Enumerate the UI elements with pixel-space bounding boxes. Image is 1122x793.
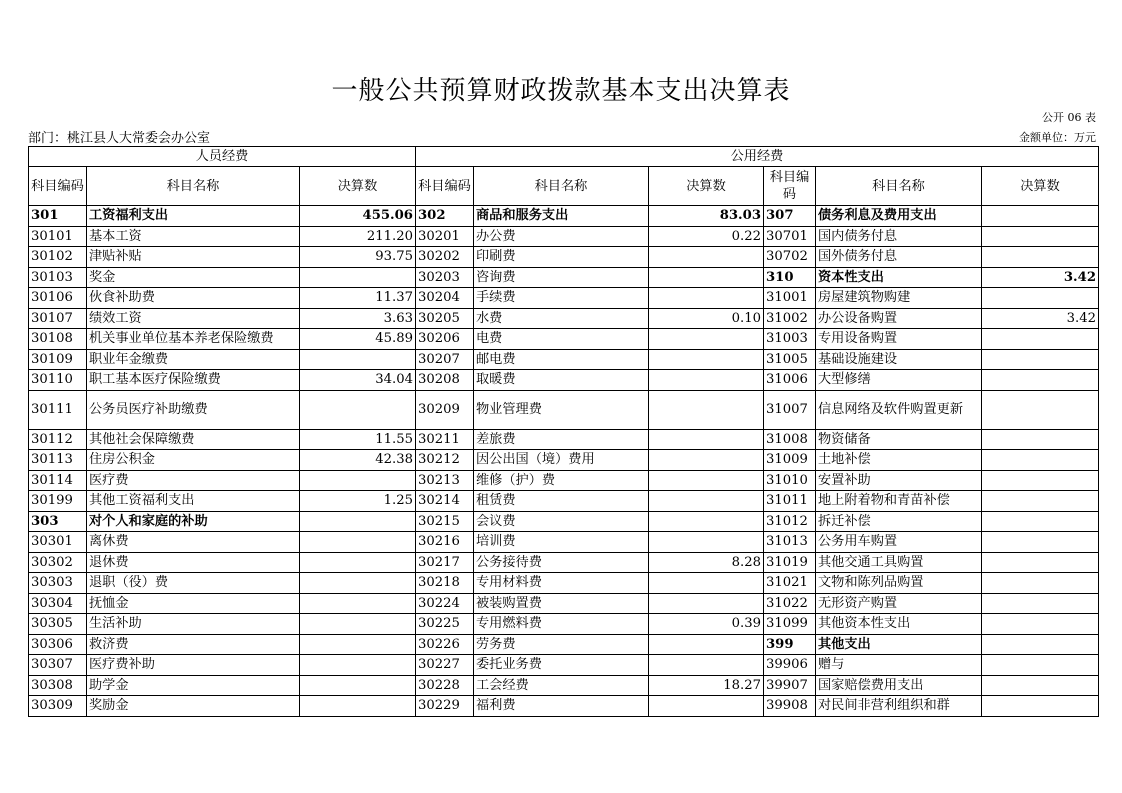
cell-code: 30107 <box>29 308 87 329</box>
table-row <box>29 329 1099 350</box>
cell-name: 手续费 <box>474 288 649 309</box>
cell-amount <box>300 573 416 594</box>
cell-amount <box>300 552 416 573</box>
cell-code: 30209 <box>416 390 474 429</box>
cell-amount <box>982 593 1099 614</box>
table-row <box>29 470 1099 491</box>
cell-code: 399 <box>764 634 816 655</box>
cell-name: 物业管理费 <box>474 390 649 429</box>
cell-code: 30218 <box>416 573 474 594</box>
cell-code: 30106 <box>29 288 87 309</box>
cell-name: 培训费 <box>474 532 649 553</box>
cell-amount: 83.03 <box>649 206 764 227</box>
cell-amount <box>982 247 1099 268</box>
cell-code: 30109 <box>29 349 87 370</box>
cell-amount: 42.38 <box>300 450 416 471</box>
cell-name: 国外债务付息 <box>816 247 982 268</box>
cell-code: 30207 <box>416 349 474 370</box>
table-row <box>29 308 1099 329</box>
cell-name: 绩效工资 <box>87 308 300 329</box>
cell-name: 水费 <box>474 308 649 329</box>
table-body <box>29 206 1099 717</box>
cell-amount <box>982 288 1099 309</box>
cell-amount <box>649 511 764 532</box>
table-row <box>29 247 1099 268</box>
cell-code: 30309 <box>29 696 87 717</box>
cell-amount <box>649 450 764 471</box>
cell-name: 福利费 <box>474 696 649 717</box>
col-header-amount: 决算数 <box>300 167 416 206</box>
cell-amount <box>982 349 1099 370</box>
table-row <box>29 349 1099 370</box>
cell-name: 其他工资福利支出 <box>87 491 300 512</box>
amount-unit-label: 金额单位：万元 <box>1019 131 1096 144</box>
cell-amount <box>982 634 1099 655</box>
table-row <box>29 532 1099 553</box>
table-row <box>29 593 1099 614</box>
cell-name: 租赁费 <box>474 491 649 512</box>
cell-amount <box>649 329 764 350</box>
table-row <box>29 491 1099 512</box>
col-header-code: 科目编码 <box>416 167 474 206</box>
table-row <box>29 429 1099 450</box>
cell-name: 办公费 <box>474 226 649 247</box>
cell-name: 退职（役）费 <box>87 573 300 594</box>
table-row <box>29 634 1099 655</box>
cell-amount <box>982 206 1099 227</box>
column-header-row <box>29 167 1099 206</box>
cell-amount: 93.75 <box>300 247 416 268</box>
cell-amount <box>649 655 764 676</box>
cell-code: 301 <box>29 206 87 227</box>
cell-code: 30213 <box>416 470 474 491</box>
cell-code: 31012 <box>764 511 816 532</box>
cell-name: 安置补助 <box>816 470 982 491</box>
cell-name: 商品和服务支出 <box>474 206 649 227</box>
cell-amount: 3.63 <box>300 308 416 329</box>
cell-code: 30701 <box>764 226 816 247</box>
cell-amount: 11.55 <box>300 429 416 450</box>
cell-amount <box>649 470 764 491</box>
cell-code: 30307 <box>29 655 87 676</box>
cell-amount <box>982 614 1099 635</box>
cell-amount <box>300 349 416 370</box>
cell-code: 30201 <box>416 226 474 247</box>
cell-name: 咨询费 <box>474 267 649 288</box>
cell-amount: 34.04 <box>300 370 416 391</box>
table-row <box>29 696 1099 717</box>
cell-amount <box>649 429 764 450</box>
cell-amount: 45.89 <box>300 329 416 350</box>
cell-name: 职工基本医疗保险缴费 <box>87 370 300 391</box>
cell-name: 邮电费 <box>474 349 649 370</box>
cell-name: 拆迁补偿 <box>816 511 982 532</box>
table-row <box>29 206 1099 227</box>
cell-amount: 0.10 <box>649 308 764 329</box>
table-row <box>29 288 1099 309</box>
cell-amount <box>300 470 416 491</box>
cell-code: 30111 <box>29 390 87 429</box>
cell-name: 医疗费 <box>87 470 300 491</box>
cell-name: 工会经费 <box>474 675 649 696</box>
cell-amount <box>300 511 416 532</box>
cell-name: 救济费 <box>87 634 300 655</box>
cell-code: 30224 <box>416 593 474 614</box>
cell-amount <box>982 470 1099 491</box>
cell-name: 其他交通工具购置 <box>816 552 982 573</box>
cell-code: 30110 <box>29 370 87 391</box>
cell-name: 退休费 <box>87 552 300 573</box>
cell-name: 专用燃料费 <box>474 614 649 635</box>
col-header-amount: 决算数 <box>649 167 764 206</box>
col-header-name: 科目名称 <box>87 167 300 206</box>
cell-amount <box>300 593 416 614</box>
cell-code: 30702 <box>764 247 816 268</box>
cell-code: 30114 <box>29 470 87 491</box>
cell-name: 公务员医疗补助缴费 <box>87 390 300 429</box>
cell-amount <box>649 247 764 268</box>
cell-name: 资本性支出 <box>816 267 982 288</box>
cell-amount <box>649 532 764 553</box>
cell-amount <box>649 349 764 370</box>
cell-code: 30102 <box>29 247 87 268</box>
cell-name: 伙食补助费 <box>87 288 300 309</box>
cell-code: 31008 <box>764 429 816 450</box>
cell-amount: 3.42 <box>982 308 1099 329</box>
cell-amount: 18.27 <box>649 675 764 696</box>
cell-code: 30228 <box>416 675 474 696</box>
cell-name: 物资储备 <box>816 429 982 450</box>
group-header-personnel: 人员经费 <box>29 147 416 167</box>
cell-name: 离休费 <box>87 532 300 553</box>
cell-name: 国家赔偿费用支出 <box>816 675 982 696</box>
cell-amount <box>982 329 1099 350</box>
col-header-code: 科目编码 <box>29 167 87 206</box>
cell-code: 307 <box>764 206 816 227</box>
cell-amount <box>982 655 1099 676</box>
cell-name: 机关事业单位基本养老保险缴费 <box>87 329 300 350</box>
cell-name: 对个人和家庭的补助 <box>87 511 300 532</box>
cell-amount <box>300 532 416 553</box>
cell-code: 30203 <box>416 267 474 288</box>
table-row <box>29 614 1099 635</box>
cell-name: 其他资本性支出 <box>816 614 982 635</box>
cell-code: 30304 <box>29 593 87 614</box>
cell-code: 30214 <box>416 491 474 512</box>
cell-name: 电费 <box>474 329 649 350</box>
group-header-row <box>29 147 1099 167</box>
cell-amount <box>982 450 1099 471</box>
cell-code: 31019 <box>764 552 816 573</box>
cell-amount <box>300 634 416 655</box>
cell-name: 其他支出 <box>816 634 982 655</box>
cell-amount: 0.39 <box>649 614 764 635</box>
col-header-name: 科目名称 <box>816 167 982 206</box>
cell-name: 赠与 <box>816 655 982 676</box>
cell-name: 公务接待费 <box>474 552 649 573</box>
cell-amount: 0.22 <box>649 226 764 247</box>
table-row <box>29 370 1099 391</box>
cell-code: 31005 <box>764 349 816 370</box>
cell-code: 30305 <box>29 614 87 635</box>
cell-name: 公务用车购置 <box>816 532 982 553</box>
cell-name: 专用设备购置 <box>816 329 982 350</box>
cell-name: 生活补助 <box>87 614 300 635</box>
cell-name: 津贴补贴 <box>87 247 300 268</box>
cell-code: 30306 <box>29 634 87 655</box>
cell-amount <box>649 491 764 512</box>
cell-amount <box>649 288 764 309</box>
cell-name: 会议费 <box>474 511 649 532</box>
cell-code: 30205 <box>416 308 474 329</box>
cell-amount <box>300 696 416 717</box>
cell-code: 30212 <box>416 450 474 471</box>
cell-code: 31021 <box>764 573 816 594</box>
cell-amount: 11.37 <box>300 288 416 309</box>
cell-code: 30112 <box>29 429 87 450</box>
cell-name: 医疗费补助 <box>87 655 300 676</box>
cell-code: 30226 <box>416 634 474 655</box>
cell-code: 30303 <box>29 573 87 594</box>
cell-name: 大型修缮 <box>816 370 982 391</box>
cell-code: 31009 <box>764 450 816 471</box>
cell-code: 31001 <box>764 288 816 309</box>
cell-name: 其他社会保障缴费 <box>87 429 300 450</box>
cell-code: 39907 <box>764 675 816 696</box>
cell-code: 31010 <box>764 470 816 491</box>
form-number: 公开 06 表 <box>1042 111 1096 124</box>
cell-code: 303 <box>29 511 87 532</box>
cell-amount <box>649 696 764 717</box>
cell-code: 31022 <box>764 593 816 614</box>
cell-code: 30229 <box>416 696 474 717</box>
cell-amount: 8.28 <box>649 552 764 573</box>
cell-amount <box>982 370 1099 391</box>
cell-code: 30108 <box>29 329 87 350</box>
cell-code: 30308 <box>29 675 87 696</box>
cell-name: 无形资产购置 <box>816 593 982 614</box>
cell-name: 奖金 <box>87 267 300 288</box>
cell-code: 30217 <box>416 552 474 573</box>
cell-code: 39908 <box>764 696 816 717</box>
table-row <box>29 450 1099 471</box>
cell-name: 被装购置费 <box>474 593 649 614</box>
table-row <box>29 390 1099 429</box>
cell-code: 30302 <box>29 552 87 573</box>
cell-name: 国内债务付息 <box>816 226 982 247</box>
cell-amount <box>649 390 764 429</box>
table-row <box>29 511 1099 532</box>
cell-amount <box>982 552 1099 573</box>
cell-code: 30215 <box>416 511 474 532</box>
cell-code: 30204 <box>416 288 474 309</box>
cell-code: 30103 <box>29 267 87 288</box>
cell-amount <box>649 634 764 655</box>
table-row <box>29 655 1099 676</box>
cell-name: 债务利息及费用支出 <box>816 206 982 227</box>
cell-name: 房屋建筑物购建 <box>816 288 982 309</box>
cell-code: 31013 <box>764 532 816 553</box>
cell-code: 31007 <box>764 390 816 429</box>
cell-amount <box>982 491 1099 512</box>
cell-amount <box>982 573 1099 594</box>
cell-name: 基础设施建设 <box>816 349 982 370</box>
cell-amount: 211.20 <box>300 226 416 247</box>
table-row <box>29 573 1099 594</box>
cell-code: 30208 <box>416 370 474 391</box>
cell-name: 劳务费 <box>474 634 649 655</box>
cell-amount <box>649 267 764 288</box>
cell-amount <box>982 429 1099 450</box>
cell-name: 文物和陈列品购置 <box>816 573 982 594</box>
page-title: 一般公共预算财政拨款基本支出决算表 <box>331 76 791 106</box>
cell-code: 310 <box>764 267 816 288</box>
table-row <box>29 552 1099 573</box>
table-row <box>29 267 1099 288</box>
cell-amount <box>300 614 416 635</box>
cell-code: 31011 <box>764 491 816 512</box>
cell-name: 专用材料费 <box>474 573 649 594</box>
cell-amount: 3.42 <box>982 267 1099 288</box>
cell-amount <box>300 390 416 429</box>
col-header-name: 科目名称 <box>474 167 649 206</box>
cell-code: 30225 <box>416 614 474 635</box>
cell-amount <box>649 370 764 391</box>
cell-name: 职业年金缴费 <box>87 349 300 370</box>
cell-code: 30202 <box>416 247 474 268</box>
cell-code: 30199 <box>29 491 87 512</box>
department-label: 部门：桃江县人大常委会办公室 <box>28 131 211 146</box>
cell-name: 差旅费 <box>474 429 649 450</box>
cell-amount <box>649 593 764 614</box>
cell-name: 维修（护）费 <box>474 470 649 491</box>
cell-code: 31099 <box>764 614 816 635</box>
cell-amount: 455.06 <box>300 206 416 227</box>
cell-name: 住房公积金 <box>87 450 300 471</box>
cell-amount <box>982 696 1099 717</box>
cell-name: 因公出国（境）费用 <box>474 450 649 471</box>
cell-amount <box>982 532 1099 553</box>
cell-code: 30301 <box>29 532 87 553</box>
table-row <box>29 675 1099 696</box>
cell-code: 31003 <box>764 329 816 350</box>
cell-code: 31002 <box>764 308 816 329</box>
expenditure-table <box>28 146 1099 717</box>
cell-amount <box>982 226 1099 247</box>
cell-amount <box>300 675 416 696</box>
cell-amount <box>300 655 416 676</box>
cell-name: 办公设备购置 <box>816 308 982 329</box>
cell-code: 302 <box>416 206 474 227</box>
cell-amount: 1.25 <box>300 491 416 512</box>
cell-name: 基本工资 <box>87 226 300 247</box>
cell-name: 工资福利支出 <box>87 206 300 227</box>
cell-code: 31006 <box>764 370 816 391</box>
col-header-code: 科目编码 <box>764 167 816 206</box>
cell-code: 30113 <box>29 450 87 471</box>
cell-name: 奖励金 <box>87 696 300 717</box>
cell-code: 39906 <box>764 655 816 676</box>
cell-name: 土地补偿 <box>816 450 982 471</box>
cell-code: 30216 <box>416 532 474 553</box>
cell-name: 抚恤金 <box>87 593 300 614</box>
cell-code: 30101 <box>29 226 87 247</box>
cell-name: 助学金 <box>87 675 300 696</box>
table-row <box>29 226 1099 247</box>
cell-amount <box>982 675 1099 696</box>
cell-amount <box>982 390 1099 429</box>
cell-amount <box>649 573 764 594</box>
cell-name: 印刷费 <box>474 247 649 268</box>
cell-amount <box>982 511 1099 532</box>
cell-name: 地上附着物和青苗补偿 <box>816 491 982 512</box>
cell-code: 30206 <box>416 329 474 350</box>
cell-name: 取暖费 <box>474 370 649 391</box>
cell-code: 30211 <box>416 429 474 450</box>
col-header-amount: 决算数 <box>982 167 1099 206</box>
cell-name: 对民间非营利组织和群 <box>816 696 982 717</box>
cell-code: 30227 <box>416 655 474 676</box>
cell-name: 信息网络及软件购置更新 <box>816 390 982 429</box>
cell-name: 委托业务费 <box>474 655 649 676</box>
cell-amount <box>300 267 416 288</box>
group-header-public: 公用经费 <box>416 147 1099 167</box>
